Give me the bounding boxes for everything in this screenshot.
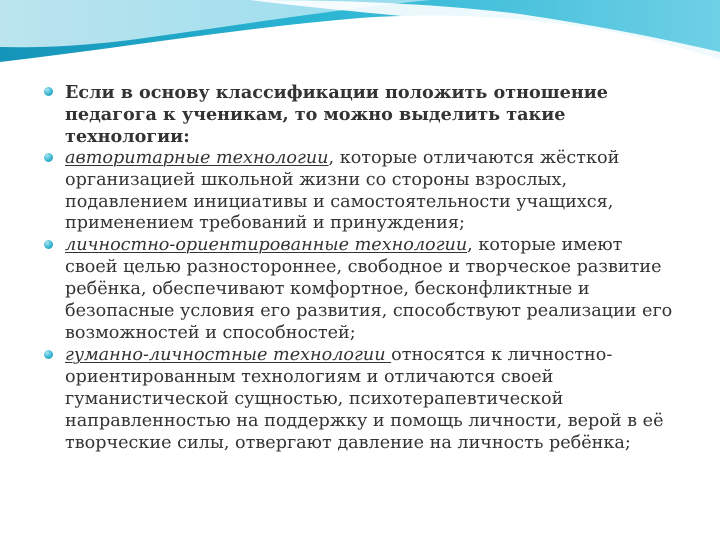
term-authoritarian: авторитарные технологии bbox=[65, 147, 329, 168]
item-description: относятся к личностно-ориентированным технологиям и отличаются своей гуманистической сущностью, психотерапевтической направленностью на поддержку и помощь личности, верой в её творческие силы, отвергают давление на личность ребёнка; bbox=[65, 344, 664, 453]
bullet-icon bbox=[44, 240, 53, 249]
intro-text: Если в основу классификации положить отношение педагога к ученикам, то можно выделить такие технологии: bbox=[65, 82, 608, 147]
list-item-person-oriented bbox=[44, 235, 674, 345]
bullet-list bbox=[44, 82, 674, 454]
bullet-icon bbox=[44, 153, 53, 162]
term-humane-personal: гуманно-личностные технологии bbox=[65, 344, 392, 365]
list-item-authoritarian bbox=[44, 148, 674, 236]
term-person-oriented: личностно-ориентированные технологии bbox=[65, 235, 468, 256]
list-item-humane-personal bbox=[44, 345, 674, 455]
item-description: , которые отличаются жёсткой организацией школьной жизни со стороны взрослых, подавлением инициативы и самостоятельности учащихся, применением требований и принуждения; bbox=[65, 147, 620, 234]
bullet-icon bbox=[44, 87, 53, 96]
bullet-icon bbox=[44, 350, 53, 359]
item-description: , которые имеют своей целью разностороннее, свободное и творческое развитие ребёнка, обеспечивают комфортное, бесконфликтные и безопасные условия его развития, способствуют реализации его возможностей и способностей; bbox=[65, 235, 673, 343]
list-item-intro bbox=[44, 82, 674, 148]
header-wave-decoration bbox=[0, 0, 720, 78]
